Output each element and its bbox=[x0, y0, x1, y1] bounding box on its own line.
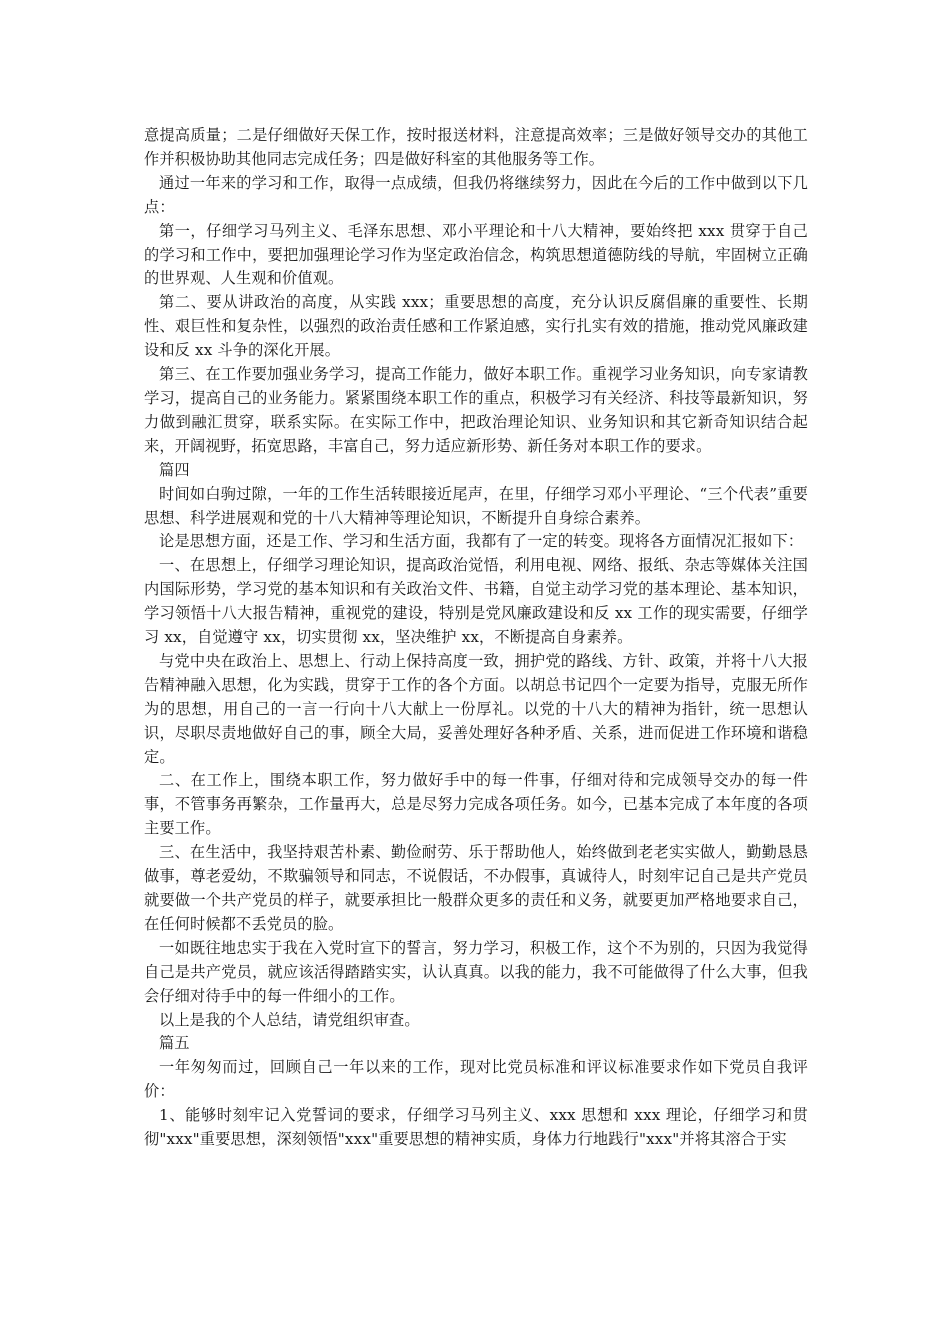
paragraph: 三、在生活中，我坚持艰苦朴素、勤俭耐劳、乐于帮助他人，始终做到老老实实做人，勤勤恳恳做事，尊老爱幼，不欺骗领导和同志，不说假话，不办假事，真诚待人，时刻牢记自己是共产党员就要做一个共产党员的样子，就要承担比一般群众更多的责任和义务，就要更加严格地要求自己，在任何时候都不丢党员的脸。 bbox=[144, 843, 808, 933]
paragraph: 第一，仔细学习马列主义、毛泽东思想、邓小平理论和十八大精神，要始终把 xxx 贯穿于自己的学习和工作中，要把加强理论学习作为坚定政治信念，构筑思想道德防线的导航，牢固树立正确的世界观、人生观和价值观。 bbox=[144, 221, 808, 288]
paragraph: 一、在思想上，仔细学习理论知识，提高政治觉悟，利用电视、网络、报纸、杂志等媒体关注国内国际形势，学习党的基本知识和有关政治文件、书籍，自觉主动学习党的基本理论、基本知识，学习领悟十八大报告精神，重视党的建设，特别是党风廉政建设和反 xx 工作的现实需要，仔细学习 xx，自觉遵守 xx，切实贯彻 xx，坚决维护 xx，不断提高自身素养。 bbox=[144, 556, 808, 647]
paragraph: 通过一年来的学习和工作，取得一点成绩，但我仍将继续努力，因此在今后的工作中做到以下几点： bbox=[144, 173, 808, 216]
paragraph: 第三、在工作要加强业务学习，提高工作能力，做好本职工作。重视学习业务知识，向专家请教学习，提高自己的业务能力。紧紧围绕本职工作的重点，积极学习有关经济、科技等最新知识，努力做到融汇贯穿，联系实际。在实际工作中，把政治理论知识、业务知识和其它新奇知识结合起来，开阔视野，拓宽思路，丰富自己，努力适应新形势、新任务对本职工作的要求。 bbox=[144, 365, 808, 455]
paragraph: 第二、要从讲政治的高度，从实践 xxx；重要思想的高度，充分认识反腐倡廉的重要性、长期性、艰巨性和复杂性，以强烈的政治责任感和工作紧迫感，实行扎实有效的措施，推动党风廉政建设和反 xx 斗争的深化开展。 bbox=[144, 293, 808, 360]
section-heading: 篇四 bbox=[159, 460, 190, 479]
paragraph: 一年匆匆而过，回顾自己一年以来的工作，现对比党员标准和评议标准要求作如下党员自我评价： bbox=[144, 1058, 808, 1101]
paragraph: 与党中央在政治上、思想上、行动上保持高度一致，拥护党的路线、方针、政策，并将十八大报告精神融入思想，化为实践，贯穿于工作的各个方面。以胡总书记四个一定要为指导，克服无所作为的思想，用自己的一言一行向十八大献上一份厚礼。以党的十八大的精神为指针，统一思想认识，尽职尽责地做好自己的事，顾全大局，妥善处理好各种矛盾、关系，进而促进工作环境和谐稳定。 bbox=[144, 651, 808, 766]
paragraph: 论是思想方面，还是工作、学习和生活方面，我都有了一定的转变。现将各方面情况汇报如下： bbox=[159, 532, 804, 551]
paragraph: 二、在工作上，围绕本职工作，努力做好手中的每一件事，仔细对待和完成领导交办的每一件事，不管事务再繁杂，工作量再大，总是尽努力完成各项任务。如今，已基本完成了本年度的各项主要工作。 bbox=[144, 771, 808, 838]
paragraph: 1、能够时刻牢记入党誓词的要求，仔细学习马列主义、xxx 思想和 xxx 理论，仔细学习和贯彻"xxx"重要思想，深刻领悟"xxx"重要思想的精神实质，身体力行地践行"xxx"并将其溶合于实 bbox=[144, 1106, 808, 1149]
document-page bbox=[144, 124, 808, 1152]
paragraph: 意提高质量；二是仔细做好天保工作，按时报送材料，注意提高效率；三是做好领导交办的其他工作并积极协助其他同志完成任务；四是做好科室的其他服务等工作。 bbox=[144, 126, 808, 168]
section-heading: 篇五 bbox=[159, 1034, 190, 1053]
paragraph: 一如既往地忠实于我在入党时宣下的誓言，努力学习，积极工作，这个不为别的，只因为我觉得自己是共产党员，就应该活得踏踏实实，认认真真。以我的能力，我不可能做得了什么大事，但我会仔细对待手中的每一件细小的工作。 bbox=[144, 938, 808, 1005]
paragraph: 时间如白驹过隙，一年的工作生活转眼接近尾声，在里，仔细学习邓小平理论、“三个代表”重要思想、科学进展观和党的十八大精神等理论知识，不断提升自身综合素养。 bbox=[144, 484, 808, 527]
paragraph: 以上是我的个人总结，请党组织审查。 bbox=[159, 1010, 420, 1029]
